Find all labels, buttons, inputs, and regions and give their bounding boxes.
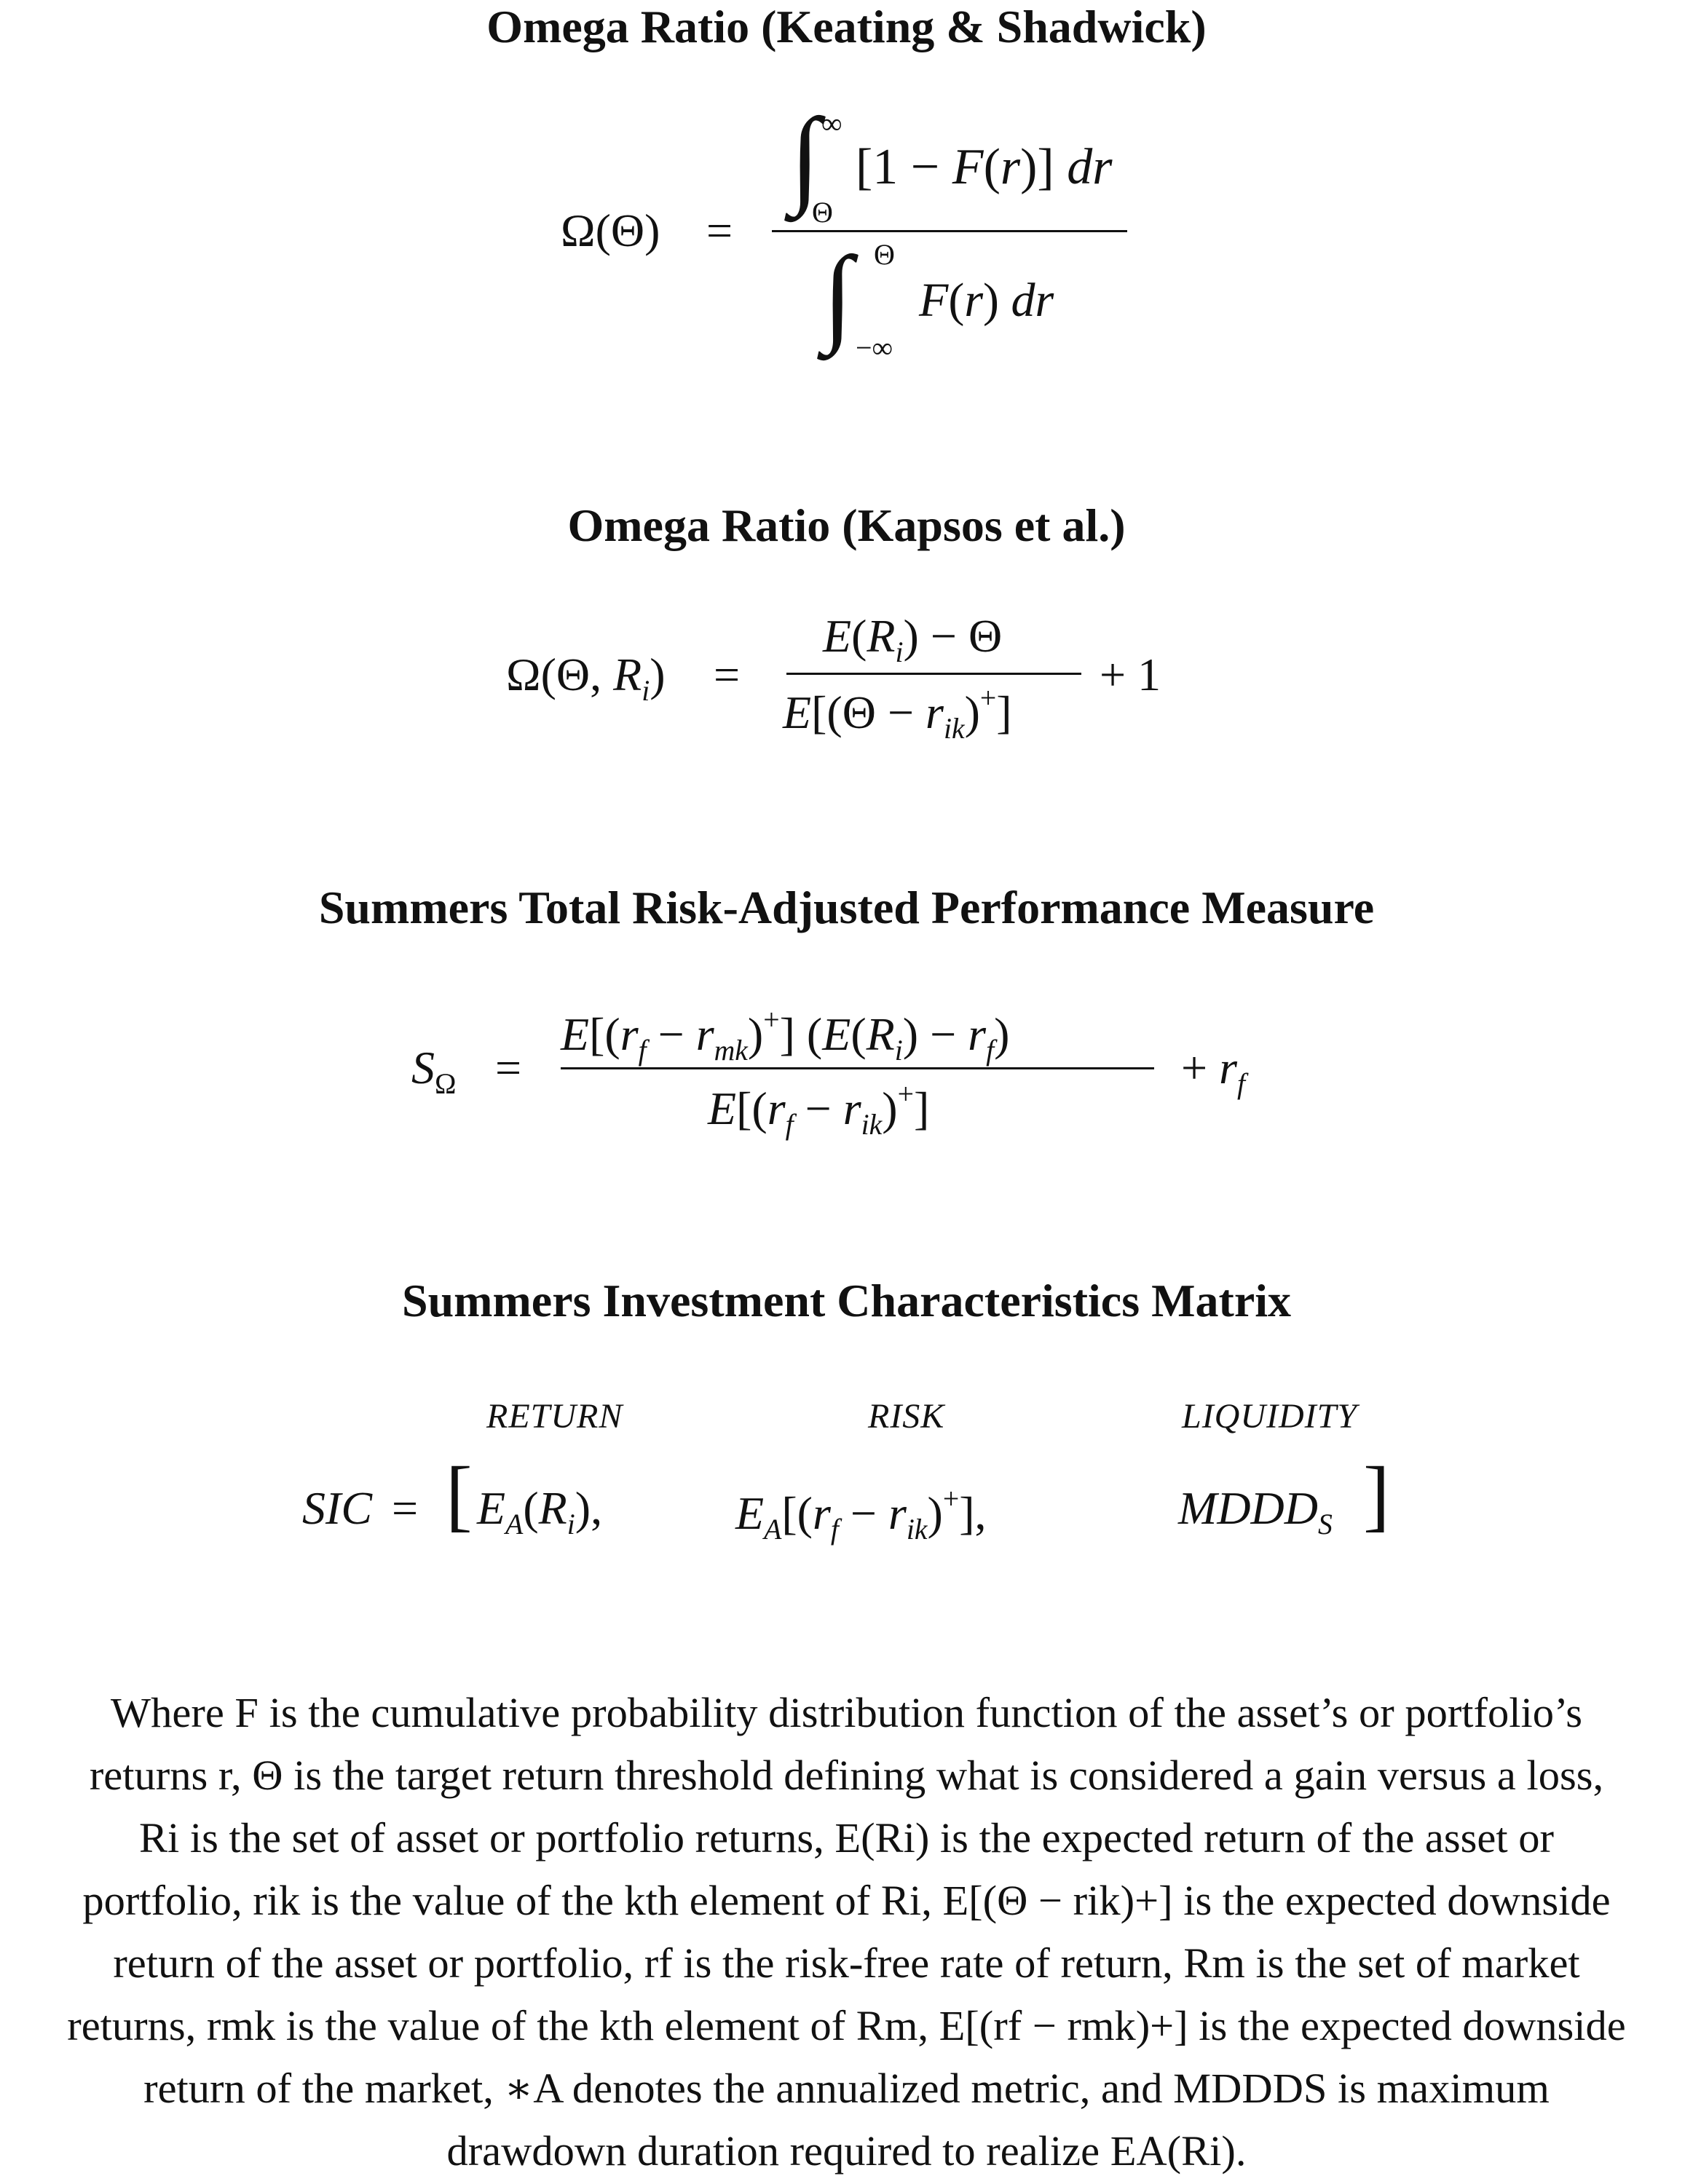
- title-summers-total: Summers Total Risk-Adjusted Performance Measure: [318, 882, 1375, 933]
- title-summers-matrix: Summers Investment Characteristics Matrix: [401, 1275, 1292, 1326]
- description-line: portfolio, rik is the value of the kth element of Ri, E[(Θ − rik)+] is the expected downside: [82, 1877, 1611, 1924]
- description-line: Where F is the cumulative probability distribution function of the asset’s or portfolio’s: [110, 1689, 1583, 1736]
- title-keating-shadwick: Omega Ratio (Keating & Shadwick): [486, 1, 1207, 52]
- label-return: RETURN: [486, 1397, 623, 1436]
- description-line: return of the market, ∗A denotes the annualized metric, and MDDDS is maximum: [143, 2065, 1550, 2112]
- description-paragraph: [0, 1682, 1693, 2183]
- description-line: Ri is the set of asset or portfolio returns, E(Ri) is the expected return of the asset or: [139, 1814, 1554, 1861]
- description-line: returns, rmk is the value of the kth element of Rm, E[(rf − rmk)+] is the expected downside: [67, 2002, 1626, 2049]
- title-kapsos: Omega Ratio (Kapsos et al.): [567, 499, 1126, 551]
- label-liquidity: LIQUIDITY: [1182, 1397, 1358, 1436]
- description-line: return of the asset or portfolio, rf is the risk-free rate of return, Rm is the set of market: [113, 1939, 1580, 1987]
- description-line: drawdown duration required to realize EA(Ri).: [446, 2127, 1247, 2175]
- description-line: returns r, Θ is the target return threshold defining what is considered a gain versus a loss,: [89, 1752, 1604, 1799]
- label-risk: RISK: [868, 1397, 945, 1436]
